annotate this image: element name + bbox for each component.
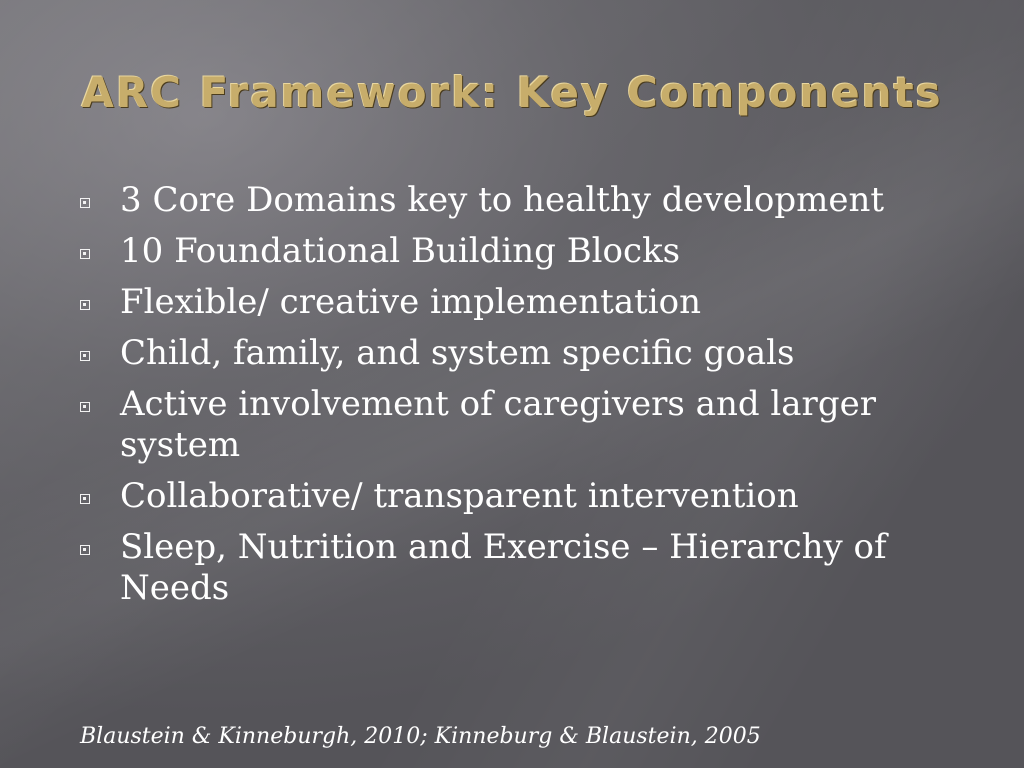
bullet-text: 10 Foundational Building Blocks [120, 231, 681, 271]
bullet-item [80, 384, 940, 466]
bullet-text: Flexible/ creative implementation [120, 282, 701, 322]
citation: Blaustein & Kinneburgh, 2010; Kinneburg & Blaustein, 2005 [80, 724, 761, 749]
square-bullet-icon [80, 249, 90, 259]
bullet-item [80, 231, 940, 272]
square-bullet-icon [80, 198, 90, 208]
bullet-text: Active involvement of caregivers and larger system [120, 384, 876, 465]
square-bullet-icon [80, 300, 90, 310]
bullet-text: Child, family, and system specific goals [120, 333, 795, 373]
square-bullet-icon [80, 545, 90, 555]
bullet-text: 3 Core Domains key to healthy development [120, 180, 885, 220]
square-bullet-icon [80, 402, 90, 412]
bullet-list [80, 180, 940, 619]
square-bullet-icon [80, 351, 90, 361]
slide-title: ARC Framework: Key Components [81, 68, 943, 117]
bullet-item [80, 527, 940, 609]
bullet-text: Sleep, Nutrition and Exercise – Hierarchy of Needs [120, 527, 887, 608]
bullet-item [80, 476, 940, 517]
square-bullet-icon [80, 494, 90, 504]
bullet-text: Collaborative/ transparent intervention [120, 476, 799, 516]
bullet-item [80, 333, 940, 374]
bullet-item [80, 180, 940, 221]
bullet-item [80, 282, 940, 323]
